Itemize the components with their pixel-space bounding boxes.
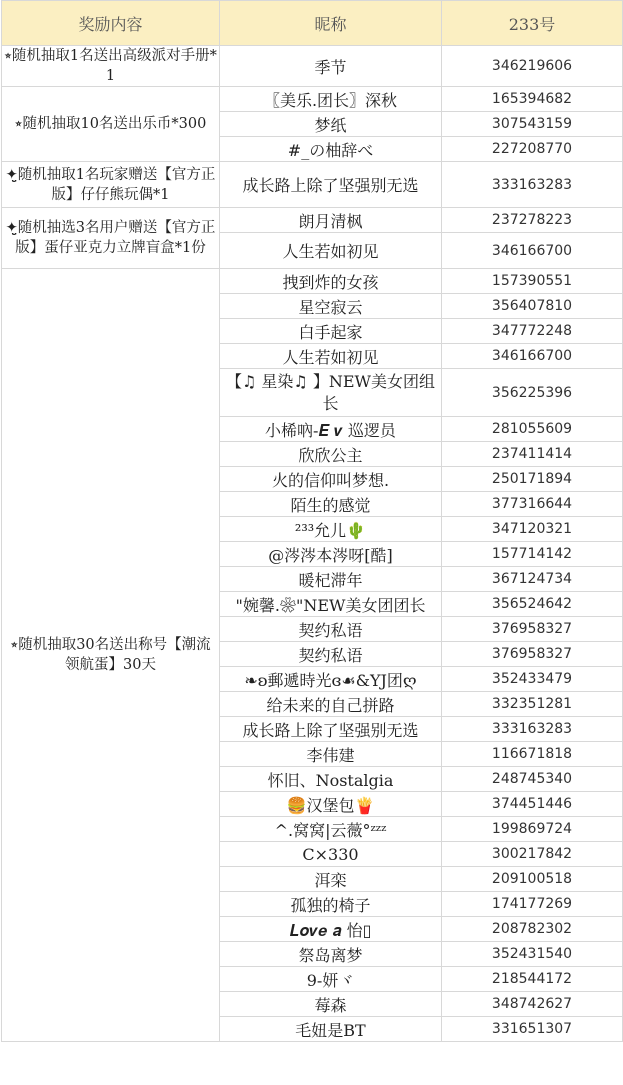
id-cell: 281055609	[442, 417, 623, 442]
nickname-cell: #_の柚辞べ	[220, 137, 442, 162]
id-cell: 333163283	[442, 162, 623, 208]
reward-cell: ⭒随机抽取1名送出高级派对手册*1	[2, 46, 220, 87]
id-cell: 307543159	[442, 112, 623, 137]
nickname-cell: 祭岛离梦	[220, 942, 442, 967]
nickname-cell: 成长路上除了坚强别无选	[220, 162, 442, 208]
nickname-cell: 小桸吶-𝑬 𝒗 巡逻员	[220, 417, 442, 442]
nickname-cell: ❧ʚ郵遞時光ɞ☙&YJ团ღ	[220, 667, 442, 692]
nickname-cell: 成长路上除了坚强别无选	[220, 717, 442, 742]
nickname-cell: 李伟建	[220, 742, 442, 767]
reward-cell: ⭒随机抽取10名送出乐币*300	[2, 87, 220, 162]
id-cell: 332351281	[442, 692, 623, 717]
id-cell: 352431540	[442, 942, 623, 967]
id-cell: 346166700	[442, 233, 623, 269]
nickname-cell: 【♫ 星染♫ 】NEW美女团组长	[220, 369, 442, 417]
id-cell: 209100518	[442, 867, 623, 892]
id-cell: 237411414	[442, 442, 623, 467]
id-cell: 237278223	[442, 208, 623, 233]
nickname-cell: "婉馨.❀"NEW美女团团长	[220, 592, 442, 617]
nickname-cell: 给未来的自己拼路	[220, 692, 442, 717]
id-cell: 377316644	[442, 492, 623, 517]
id-cell: 165394682	[442, 87, 623, 112]
nickname-cell: 孤独的椅子	[220, 892, 442, 917]
id-cell: 157714142	[442, 542, 623, 567]
header-reward: 奖励内容	[2, 1, 220, 46]
nickname-cell: 人生若如初见	[220, 344, 442, 369]
id-cell: 374451446	[442, 792, 623, 817]
id-cell: 227208770	[442, 137, 623, 162]
id-cell: 300217842	[442, 842, 623, 867]
id-cell: 248745340	[442, 767, 623, 792]
nickname-cell: 🍔汉堡包🍟	[220, 792, 442, 817]
table-row	[2, 46, 623, 87]
id-cell: 174177269	[442, 892, 623, 917]
nickname-cell: 人生若如初见	[220, 233, 442, 269]
reward-cell: ✦̤̮随机抽选3名用户赠送【官方正版】蛋仔亚克力立牌盲盒*1份	[2, 208, 220, 269]
id-cell: 347120321	[442, 517, 623, 542]
id-cell: 356225396	[442, 369, 623, 417]
id-cell: 352433479	[442, 667, 623, 692]
nickname-cell: 火的信仰叫梦想.	[220, 467, 442, 492]
nickname-cell: ^.窝窝|云薇°ᶻᶻᶻ	[220, 817, 442, 842]
id-cell: 347772248	[442, 319, 623, 344]
table-row	[2, 87, 623, 112]
reward-cell: ✦̤̮随机抽取1名玩家赠送【官方正版】仔仔熊玩偶*1	[2, 162, 220, 208]
nickname-cell: 星空寂云	[220, 294, 442, 319]
nickname-cell: 季节	[220, 46, 442, 87]
nickname-cell: 陌生的感觉	[220, 492, 442, 517]
nickname-cell: 契约私语	[220, 642, 442, 667]
id-cell: 356407810	[442, 294, 623, 319]
nickname-cell: 契约私语	[220, 617, 442, 642]
nickname-cell: 毛妞是BT	[220, 1017, 442, 1042]
id-cell: 208782302	[442, 917, 623, 942]
id-cell: 376958327	[442, 642, 623, 667]
id-cell: 199869724	[442, 817, 623, 842]
header-row	[2, 1, 623, 46]
id-cell: 367124734	[442, 567, 623, 592]
nickname-cell: C×330	[220, 842, 442, 867]
id-cell: 250171894	[442, 467, 623, 492]
nickname-cell: 白手起家	[220, 319, 442, 344]
id-cell: 348742627	[442, 992, 623, 1017]
table-row	[2, 208, 623, 233]
table-row	[2, 269, 623, 294]
nickname-cell: 拽到炸的女孩	[220, 269, 442, 294]
nickname-cell: 9-妍ヾ	[220, 967, 442, 992]
id-cell: 116671818	[442, 742, 623, 767]
nickname-cell: 洱栾	[220, 867, 442, 892]
reward-cell: ⭒随机抽取30名送出称号【潮流领航蛋】30天	[2, 269, 220, 1042]
winners-table	[1, 0, 623, 1042]
table-row	[2, 162, 623, 208]
id-cell: 346219606	[442, 46, 623, 87]
nickname-cell: 〖美乐.团长〗深秋	[220, 87, 442, 112]
table-body	[2, 46, 623, 1042]
id-cell: 331651307	[442, 1017, 623, 1042]
nickname-cell: 朗月清枫	[220, 208, 442, 233]
header-id: 233号	[442, 1, 623, 46]
nickname-cell: ²³³允儿🌵	[220, 517, 442, 542]
id-cell: 157390551	[442, 269, 623, 294]
id-cell: 376958327	[442, 617, 623, 642]
id-cell: 346166700	[442, 344, 623, 369]
nickname-cell: 欣欣公主	[220, 442, 442, 467]
nickname-cell: 梦纸	[220, 112, 442, 137]
nickname-cell: 𝑳𝒐𝒗𝒆 𝒂 怡▯	[220, 917, 442, 942]
id-cell: 356524642	[442, 592, 623, 617]
nickname-cell: 怀旧、Nostalgia	[220, 767, 442, 792]
nickname-cell: @涔涔本涔呀[酷]	[220, 542, 442, 567]
id-cell: 333163283	[442, 717, 623, 742]
nickname-cell: 暖杞滞年	[220, 567, 442, 592]
nickname-cell: 莓森	[220, 992, 442, 1017]
id-cell: 218544172	[442, 967, 623, 992]
header-nickname: 昵称	[220, 1, 442, 46]
